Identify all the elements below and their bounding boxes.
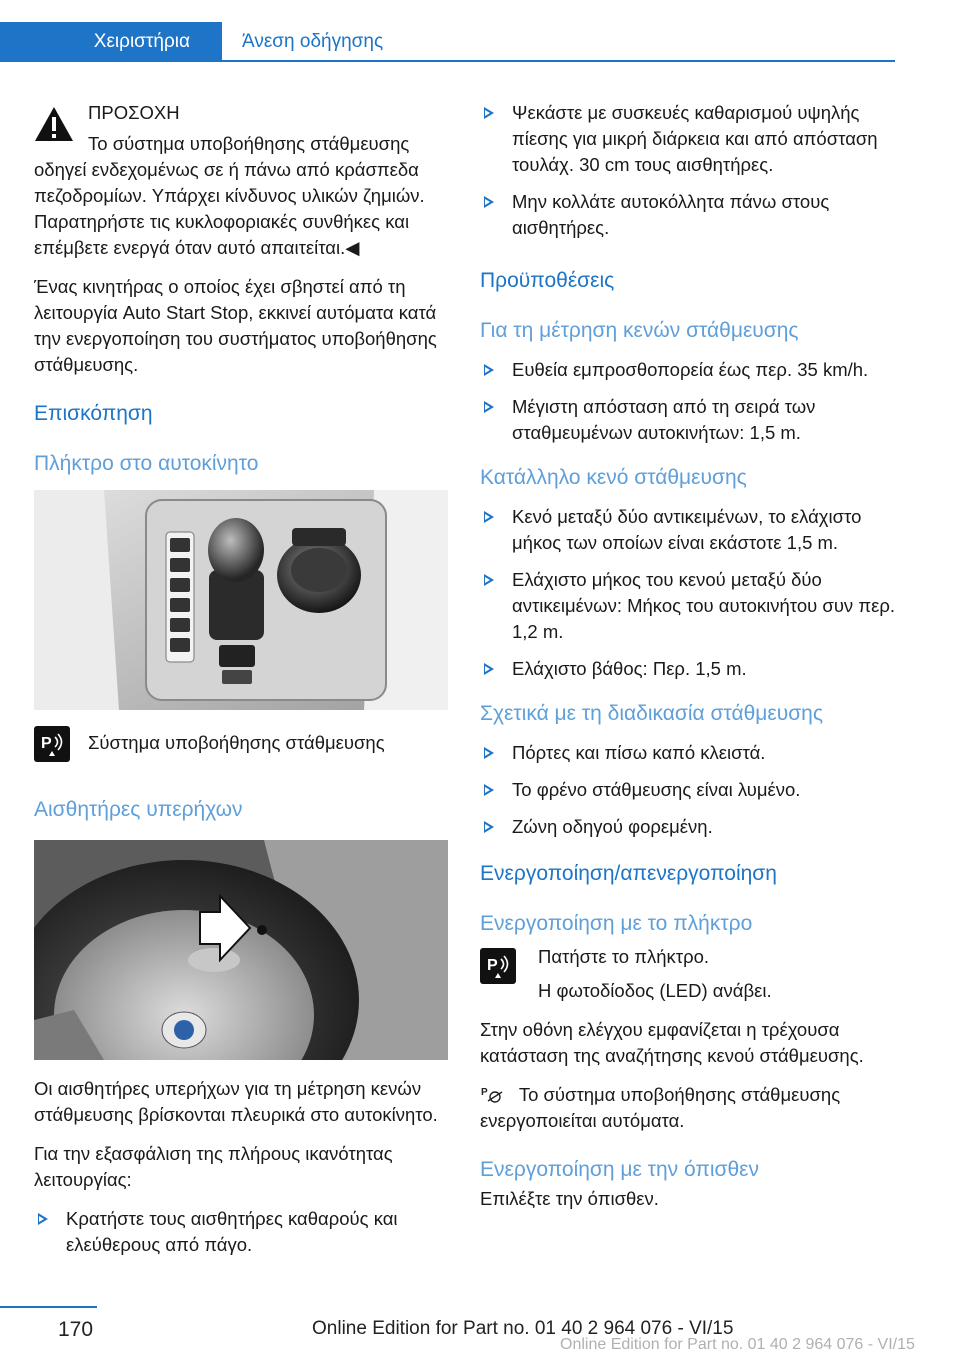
reverse-text: Επιλέξτε την όπισθεν. <box>480 1188 659 1209</box>
header-divider <box>0 60 895 62</box>
bullet-triangle-icon <box>484 784 494 796</box>
list-item <box>480 189 898 241</box>
list-item <box>480 100 898 178</box>
list-item <box>480 394 898 446</box>
press-button-text: Πατήστε το πλήκτρο. <box>538 946 710 967</box>
bullet-text: Ψεκάστε με συσκευές καθαρισμού υψηλής πίεσης για μικρή διάρκεια και από απόσταση τουλάχ. 30 cm τους αισθητήρες. <box>512 102 878 175</box>
svg-text:P: P <box>481 1087 488 1098</box>
bullet-text: Ευθεία εμπροσθοπορεία έως περ. 35 km/h. <box>512 359 869 380</box>
list-item <box>480 357 898 383</box>
bullet-triangle-icon <box>484 364 494 376</box>
display-paragraph: Στην οθόνη ελέγχου εμφανίζεται η τρέχουσα κατάσταση της αναζήτησης κενού στάθμευσης. <box>480 1019 864 1066</box>
footer-divider <box>0 1306 97 1308</box>
tab-controls[interactable]: Χειριστήρια <box>0 22 222 62</box>
warning-title: ΠΡΟΣΟΧΗ <box>88 102 180 123</box>
list-item <box>480 504 898 556</box>
bullet-triangle-icon <box>484 821 494 833</box>
tab-driving-comfort[interactable]: Άνεση οδήγησης <box>242 31 384 52</box>
center-console-illustration <box>34 490 448 710</box>
warning-block <box>34 100 448 157</box>
bullet-triangle-icon <box>484 401 494 413</box>
engine-paragraph: Ένας κινητήρας ο οποίος έχει σβηστεί από τη λειτουργία Auto Start Stop, εκκινεί αυτόματα κατά την ενεργοποίηση του συστήματος υποβοήθησης στάθμευσης. <box>34 276 437 375</box>
list-item <box>480 814 898 840</box>
bullet-text: Πόρτες και πίσω καπό κλειστά. <box>512 742 766 763</box>
led-text: Η φωτοδίοδος (LED) ανάβει. <box>538 980 772 1001</box>
ensure-paragraph: Για την εξασφάλιση της πλήρους ικανότητας λειτουργίας: <box>34 1143 393 1190</box>
bullet-triangle-icon <box>484 747 494 759</box>
sensors-paragraph: Οι αισθητήρες υπερήχων για τη μέτρηση κενών στάθμευσης βρίσκονται πλευρικά στο αυτοκίνητο. <box>34 1078 438 1125</box>
prerequisites-heading: Προϋποθέσεις <box>480 269 615 292</box>
press-button-row <box>480 944 898 1004</box>
header-tabbar <box>0 0 895 62</box>
warning-first-line: Το σύστημα υποβοήθησης στάθμευσης <box>88 133 410 154</box>
bullet-text: Ελάχιστο μήκος του κενού μεταξύ δύο αντικειμένων: Μήκος του αυτοκινήτου συν περ. 1,2 m. <box>512 569 895 642</box>
list-item <box>480 567 898 645</box>
park-assist-indicator-icon <box>480 1084 508 1104</box>
edition-info: Online Edition for Part no. 01 40 2 964 076 - VI/15 <box>312 1318 734 1339</box>
auto-activate-row <box>480 1082 898 1134</box>
overview-heading: Επισκόπηση <box>34 402 153 425</box>
bullet-triangle-icon <box>484 196 494 208</box>
reverse-heading: Ενεργοποίηση με την όπισθεν <box>480 1158 760 1181</box>
svg-text:P: P <box>41 735 52 752</box>
ultrasonic-sensor-photo <box>34 840 448 1060</box>
bullet-text: Μην κολλάτε αυτοκόλλητα πάνω στους αισθητήρες. <box>512 191 830 238</box>
button-caption-row <box>34 726 448 762</box>
left-column <box>34 100 448 1269</box>
bullet-text: Κρατήστε τους αισθητήρες καθαρούς και ελεύθερους από πάγο. <box>66 1208 398 1255</box>
bullet-text: Ελάχιστο βάθος: Περ. 1,5 m. <box>512 658 747 679</box>
bullet-text: Ζώνη οδηγού φορεμένη. <box>512 816 713 837</box>
warning-triangle-icon <box>34 106 74 142</box>
activation-heading: Ενεργοποίηση/απενεργοποίηση <box>480 862 777 885</box>
watermark: Online Edition for Part no. 01 40 2 964 076 - VI/15 <box>560 1336 915 1353</box>
measure-heading: Για τη μέτρηση κενών στάθμευσης <box>480 319 799 342</box>
list-item <box>34 1206 448 1258</box>
gap-heading: Κατάλληλο κενό στάθμευσης <box>480 466 747 489</box>
bullet-triangle-icon <box>38 1213 48 1225</box>
svg-text:P: P <box>487 957 498 974</box>
sensors-heading: Αισθητήρες υπερήχων <box>34 798 243 821</box>
right-column <box>480 100 898 1212</box>
button-caption: Σύστημα υποβοήθησης στάθμευσης <box>88 732 385 753</box>
auto-activate-text: Το σύστημα υποβοήθησης στάθμευσης ενεργοποιείται αυτόματα. <box>480 1084 841 1131</box>
bullet-text: Το φρένο στάθμευσης είναι λυμένο. <box>512 779 801 800</box>
warning-text: οδηγεί ενδεχομένως σε ή πάνω από κράσπεδα πεζοδρομίων. Υπάρχει κίνδυνος υλικών ζημιών. Παρατηρήστε τις κυκλοφοριακές συνθήκες και επέμβετε ενεργά όταν αυτό απαιτείται.◀ <box>34 159 425 258</box>
park-assist-button-icon <box>480 948 516 984</box>
bullet-triangle-icon <box>484 574 494 586</box>
bullet-text: Κενό μεταξύ δύο αντικειμένων, το ελάχιστο μήκος των οποίων είναι εκάστοτε 1,5 m. <box>512 506 862 553</box>
procedure-heading: Σχετικά με τη διαδικασία στάθμευσης <box>480 702 823 725</box>
bullet-triangle-icon <box>484 511 494 523</box>
sensor-illustration <box>34 840 448 1060</box>
page-number: 170 <box>58 1318 94 1341</box>
bullet-triangle-icon <box>484 663 494 675</box>
park-assist-button-icon <box>34 726 70 762</box>
list-item <box>480 656 898 682</box>
bullet-triangle-icon <box>484 107 494 119</box>
bullet-text: Μέγιστη απόσταση από τη σειρά των σταθμευμένων αυτοκινήτων: 1,5 m. <box>512 396 816 443</box>
list-item <box>480 740 898 766</box>
center-console-photo <box>34 490 448 710</box>
button-heading: Πλήκτρο στο αυτοκίνητο <box>34 452 259 475</box>
list-item <box>480 777 898 803</box>
button-activation-heading: Ενεργοποίηση με το πλήκτρο <box>480 912 753 935</box>
